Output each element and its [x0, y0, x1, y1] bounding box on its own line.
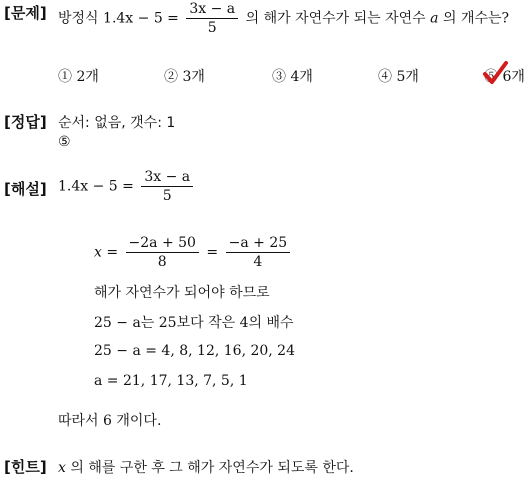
solution-eq-lhs: 1.4x − 5 = [58, 178, 134, 195]
solution-eq-numerator: 3x − a [141, 168, 193, 187]
solution-eq-denominator: 5 [162, 188, 172, 204]
problem-fraction-numerator: 3x − a [186, 0, 238, 19]
choice-1-text: 2개 [76, 69, 99, 85]
problem-label: [문제] [4, 4, 47, 22]
solution-equals: = [206, 244, 219, 261]
choice-5-text: 6개 [502, 69, 525, 85]
solution-x-denominator-1: 8 [157, 254, 167, 270]
answer-label: [정답] [4, 113, 47, 131]
hint-label: [힌트] [4, 458, 47, 476]
problem-var-a: a [430, 10, 439, 27]
hint-var-x: x [58, 460, 66, 476]
solution-x-fraction-2 [226, 234, 291, 271]
solution-label: [해설] [4, 180, 47, 198]
solution-a-line: a = 21, 17, 13, 7, 5, 1 [94, 373, 248, 389]
answer-line-2: ⑤ [58, 134, 71, 150]
choice-1-mark: ① [58, 69, 72, 85]
solution-natural-line: 해가 자연수가 되어야 하므로 [94, 285, 270, 301]
choice-3-mark: ③ [272, 69, 286, 85]
solution-x-equation [94, 234, 293, 271]
choice-1[interactable] [58, 66, 99, 86]
problem-statement [58, 0, 509, 37]
solution-x-denominator-2: 4 [253, 254, 263, 270]
problem-fraction [186, 0, 238, 37]
problem-text-suffix: 의 개수는? [442, 10, 510, 27]
choice-5-mark: ⑤ [484, 69, 498, 85]
solution-x-numerator-2: −a + 25 [226, 234, 291, 253]
solution-equation-1 [58, 168, 196, 205]
choice-2-text: 3개 [182, 69, 205, 85]
choice-4-text: 5개 [396, 69, 419, 85]
solution-multiple-line: 25 − a는 25보다 작은 4의 배수 [94, 315, 294, 331]
problem-text-mid: 의 해가 자연수가 되는 자연수 [245, 10, 426, 27]
hint-text-line [58, 457, 354, 477]
choice-3[interactable] [272, 66, 313, 86]
choice-2[interactable] [164, 66, 205, 86]
answer-line-1: 순서: 없음, 갯수: 1 [58, 115, 176, 131]
problem-equation-lhs: 1.4x − 5 = [103, 10, 179, 27]
red-check-icon [482, 60, 508, 86]
choice-4-mark: ④ [378, 69, 392, 85]
solution-conclusion: 따라서 6 개이다. [58, 413, 162, 429]
hint-text: 의 해를 구한 후 그 해가 자연수가 되도록 한다. [70, 460, 354, 476]
solution-eq-fraction [141, 168, 193, 205]
choice-2-mark: ② [164, 69, 178, 85]
solution-x-numerator-1: −2a + 50 [126, 234, 199, 253]
solution-x-fraction-1 [126, 234, 199, 271]
problem-text-prefix: 방정식 [58, 10, 99, 27]
choice-3-text: 4개 [290, 69, 313, 85]
choice-4[interactable] [378, 66, 419, 86]
problem-fraction-denominator: 5 [207, 20, 217, 36]
solution-x-lhs: x = [94, 244, 119, 261]
solution-values-line: 25 − a = 4, 8, 12, 16, 20, 24 [94, 343, 295, 359]
